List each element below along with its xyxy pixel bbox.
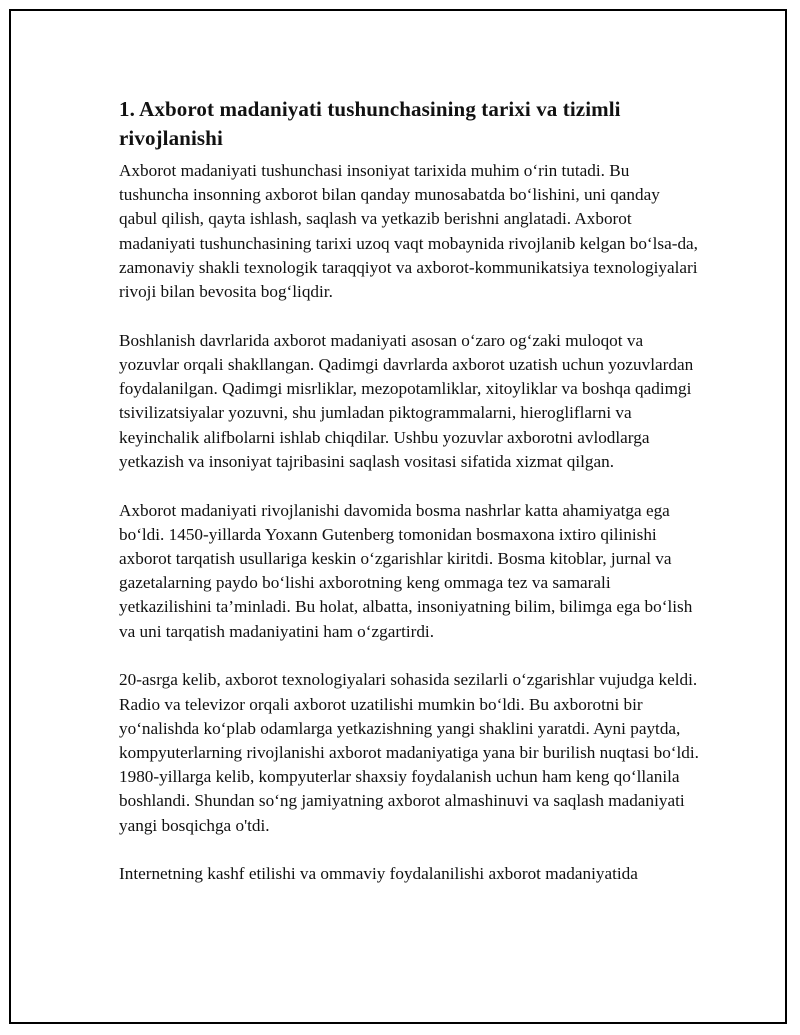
document-body [119,95,699,911]
paragraph-5: Internetning kashf etilishi va ommaviy foydalanilishi axborot madaniyatida [119,864,638,884]
section-heading: 1. Axborot madaniyati tushunchasining tarixi va tizimli rivojlanishi [119,97,621,150]
paragraph-3: Axborot madaniyati rivojlanishi davomida bosma nashrlar katta ahamiyatga ega bo‘ldi. 1450-yillarda Yoxann Gutenberg tomonidan bosmaxona ixtiro qilinishi axborot tarqatish usullariga keskin o‘zgarishlar kiritdi. Bosma kitoblar, jurnal va gazetalarning paydo bo‘lishi axborotning keng ommaga tez va samarali yetkazilishini ta’minladi. Bu holat, albatta, insoniyatning bilim, bilimga ega bo‘lish va uni tarqatish madaniyatini ham o‘zgartirdi. [119,500,693,641]
document-page [9,9,787,1024]
paragraph-2: Boshlanish davrlarida axborot madaniyati asosan o‘zaro og‘zaki muloqot va yozuvlar orqali shakllangan. Qadimgi davrlarda axborot uzatish uchun yozuvlardan foydalanilgan. Qadimgi misrliklar, mezopotamliklar, xitoyliklar va boshqa qadimgi tsivilizatsiyalar yozuvni, shu jumladan piktogrammalarni, hierogliflarni va keyinchalik alifbolarni ishlab chiqdilar. Ushbu yozuvlar axborotni avlodlarga yetkazish va insoniyat tajribasini saqlash vositasi sifatida xizmat qilgan. [119,330,694,471]
paragraph-1: Axborot madaniyati tushunchasi insoniyat tarixida muhim o‘rin tutadi. Bu tushuncha insonning axborot bilan qanday munosabatda bo‘lishini, uni qanday qabul qilish, qayta ishlash, saqlash va yetkazib berishni anglatadi. Axborot madaniyati tushunchasining tarixi uzoq vaqt mobaynida rivojlanib kelgan bo‘lsa-da, zamonaviy shakli texnologik taraqqiyot va axborot-kommunikatsiya texnologiyalari rivoji bilan bevosita bog‘liqdir. [119,161,698,302]
paragraph-4: 20-asrga kelib, axborot texnologiyalari sohasida sezilarli o‘zgarishlar vujudga keldi. Radio va televizor orqali axborot uzatilishi mumkin bo‘ldi. Bu axborotni bir yo‘nalishda ko‘plab odamlarga yetkazishning yangi shaklini yaratdi. Ayni paytda, kompyuterlarning rivojlanishi axborot madaniyatiga yana bir burilish nuqtasi bo‘ldi. 1980-yillarga kelib, kompyuterlar shaxsiy foydalanish uchun ham keng qo‘llanila boshlandi. Shundan so‘ng jamiyatning axborot almashinuvi va saqlash madaniyati yangi bosqichga o'tdi. [119,670,699,835]
